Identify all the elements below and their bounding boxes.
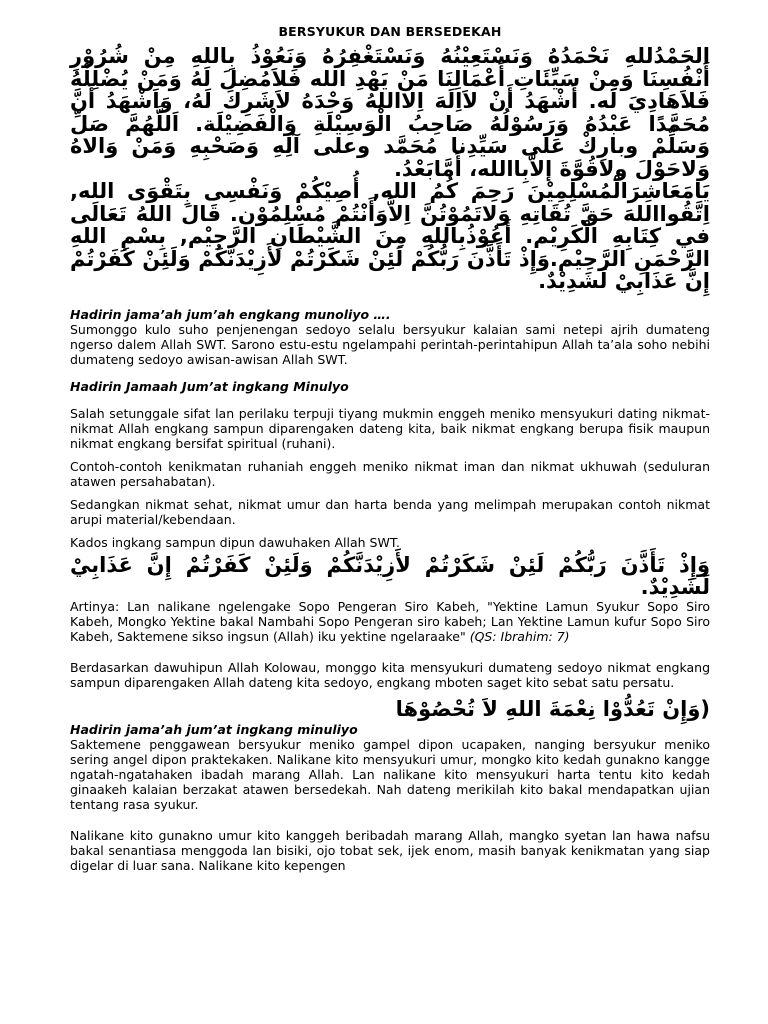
verse-reference: (QS: Ibrahim: 7)	[469, 628, 570, 644]
section-heading: Hadirin jama’ah jum’ah engkang munoliyo ….	[70, 306, 391, 322]
verse-translation	[70, 599, 710, 644]
document-title: BERSYUKUR DAN BERSEDEKAH	[278, 24, 502, 39]
paragraph: Sumonggo kulo suho penjenengan sedoyo selalu bersyukur kalaian sami netepi ajrih dumateng ngerso dalem Allah SWT. Sarono estu-estu ngelampahi perintah-perintahipun Allah ta’ala soho nebihi dumateng sedoyo awisan-awisan Allah SWT.	[70, 321, 710, 367]
quran-verse-arabic: (وَإِنْ تَعُدُّوْا نِعْمَةَ اللهِ لاَ تُحْصُوْهَا	[395, 696, 710, 721]
paragraph: Sedangkan nikmat sehat, nikmat umur dan harta benda yang melimpah merupakan contoh nikmat arupi material/kebendaan.	[70, 496, 710, 527]
paragraph: Saktemene penggawean bersyukur meniko gampel dipon ucapaken, nanging bersyukur meniko sering angel dipon praktekaken. Nalikane kito mensyukuri umur, mongko kito kedah gunakno kangge ngatah-ngatahaken ibadah marang Allah. Lan nalikane kito mensyukuri harta tentu kito kedah ginaakeh kalaian berzakat atawen bersedekah. Nah dateng merikilah kito bakal mendapatkan ujian tentang rasa syukur.	[70, 737, 710, 812]
paragraph: Salah setunggale sifat lan perilaku terpuji tiyang mukmin enggeh meniko mensyukuri dating nikmat-nikmat Allah engkang sampun diparengaken dateng kita, baik nikmat engkang berupa fisik maupun nikmat engkang bersifat spiritual (ruhani).	[70, 405, 710, 451]
document-page	[70, 24, 710, 873]
quran-verse-arabic: وَإِذْ تَأَذَّنَ رَبُّكُمْ لَئِنْ شَكَرْتُمْ لأَزِيْدَنَّكُمْ وَلَئِنْ كَفَرْتُمْ إِنَّ عَذَابِيْ لَشَدِيْدٌ.	[70, 552, 710, 599]
opening-arabic-praise: الحَمْدُللهِ نَحْمَدُهُ وَنَسْتَعِيْنُهُ وَنَسْتَغْفِرُهُ وَنَعُوْذُ بِاللهِ مِنْ شُرُوْرِ أَنْفُسِنَا وَمِنْ سَيِّئَاتِ أَعْمَالِنَا مَنْ يَهْدِ الله فَلاَمُضِلَ لَهُ وَمَنْ يُضْلِلْهُ فَلاَهَادِيَ لَه. أَشْهَدُ أَنْ لاَاِلَهَ اِلااللهُ وَحْدَهُ لاَشَرِكَ لَهُ، وَاَشْهَدُ أَنَّ مُحَمَّدًا عَبْدُهُ وَرَسُوْلُهُ صَاحِبُ الْوَسِيْلَةِ وَالْفَضِيْلَة. اَللَّهُمَّ صَلِّ وَسَلِّمْ وبارِكْ عَلَى سَيِّدِنا مُحَمَّد وعلى آلِهِ وَصَحْبِهِ وَمَنْ وَالاهُ وَلاحَوْلَ ولاقُوَّةَ إلاَّبِاالله، أَمَّابَعْدُ.	[70, 44, 710, 181]
paragraph: Kados ingkang sampun dipun dawuhaken Allah SWT.	[70, 534, 400, 550]
paragraph: Nalikane kito gunakno umur kito kanggeh beribadah marang Allah, mangko syetan lan hawa nafsu bakal senantiasa menggoda lan bisiki, ojo tobat sek, ijek enom, masih banyak kenikmatan yang siap digelar di luar sana. Nalikane kito kepengen	[70, 828, 710, 873]
translation-text: Artinya: Lan nalikane ngelengake Sopo Pengeran Siro Kabeh, "Yektine Lamun Syukur Sopo Siro Kabeh, Mongko Yektine bakal Nambahi Sopo Pengeran siro kabeh; Lan Yektine Lamun kufur Sopo Siro Kabeh, Saktemene sikso ingsun (Allah) iku yektine ngelaraake"	[70, 598, 710, 644]
section-heading: Hadirin Jamaah Jum’at ingkang Minulyo	[70, 378, 349, 394]
section-heading: Hadirin jama’ah jum’at ingkang minuliyo	[70, 722, 358, 737]
paragraph: Berdasarkan dawuhipun Allah Kolowau, monggo kita mensyukuri dumateng sedoyo nikmat engkang sampun diparengaken Allah dateng kita sedoyo, engkang mboten saget kito sebat satu persatu.	[70, 659, 710, 690]
paragraph: Contoh-contoh kenikmatan ruhaniah enggeh meniko nikmat iman dan nikmat ukhuwah (seduluran atawen persahabatan).	[70, 458, 710, 489]
opening-arabic-exhortation: يَامَعَاشِرَالْمُسْلِمِيْنَ رَحِمَ كُمُ الله, أُصِيْكُمْ وَنَفْسِى بِتَقْوَى الله, اِتَّقُوااللهَ حَقَّ تُقَاتِهِ وَلاتَمُوْتُنَّ اِلاَّوَأَنْتُمْ مُسْلِمُوْن. قَالَ اللهُ تَعَالَى في كِتَابِهِ الْكَرِيْم. أَعُوْذُبِاللهِ مِنَ الشَّيْطَانِ الرَّجِيْم, بِسْمِ اللهِ الرَّحْمَنِ الرَّحِيْم.وَإِذْ تَأَذَّنَ رَبُّكُمْ لَئِنْ شَكَرْتُمْ لأَزِيْدَنَّكُمْ وَلَئِنْ كَفَرْتُمْ إِنَّ عَذَابِيْ لَشَدِيْدٌ.	[70, 179, 710, 293]
